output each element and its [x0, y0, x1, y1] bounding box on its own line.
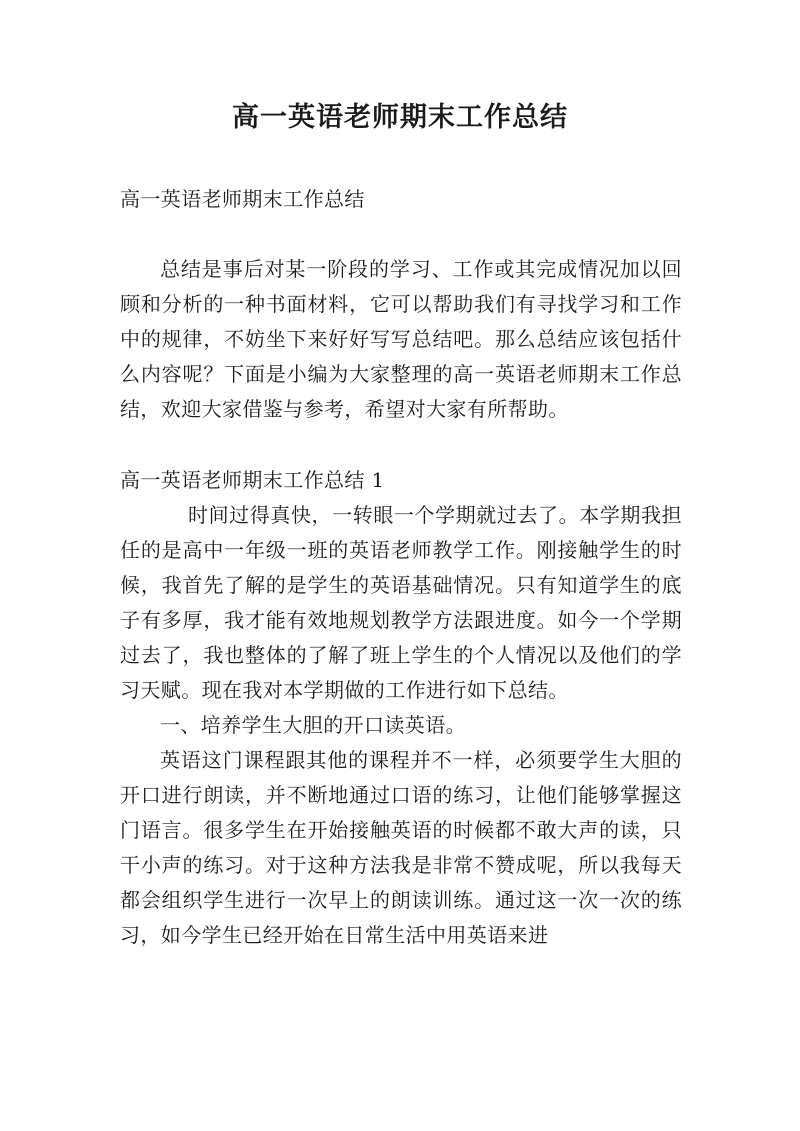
section-heading: 高一英语老师期末工作总结 1: [120, 468, 385, 492]
list-heading: 一、培养学生大胆的开口读英语。: [160, 713, 466, 737]
document-subtitle: 高一英语老师期末工作总结: [120, 187, 365, 211]
body-paragraph: 英语这门课程跟其他的课程并不一样，必须要学生大胆的开口进行朗读，并不断地通过口语的练习，让他们能够掌握这门语言。很多学生在开始接触英语的时候都不敢大声的读，只干小声的练习。对于这种方法我是非常不赞成呢，所以我每天都会组织学生进行一次早上的朗读训练。通过这一次一次的练习，如今学生已经开始在日常生活中用英语来进: [120, 748, 682, 947]
body-paragraph: 时间过得真快，一转眼一个学期就过去了。本学期我担任的是高中一年级一班的英语老师教学工作。刚接触学生的时候，我首先了解的是学生的英语基础情况。只有知道学生的底子有多厚，我才能有效地规划教学方法跟进度。如今一个学期过去了，我也整体的了解了班上学生的个人情况以及他们的学习天赋。现在我对本学期做的工作进行如下总结。: [120, 503, 682, 702]
document-title: 高一英语老师期末工作总结: [232, 102, 568, 133]
intro-paragraph: 总结是事后对某一阶段的学习、工作或其完成情况加以回顾和分析的一种书面材料，它可以帮助我们有寻找学习和工作中的规律，不妨坐下来好好写写总结吧。那么总结应该包括什么内容呢？下面是小编为大家整理的高一英语老师期末工作总结，欢迎大家借鉴与参考，希望对大家有所帮助。: [120, 257, 682, 421]
document-body: [120, 182, 682, 953]
